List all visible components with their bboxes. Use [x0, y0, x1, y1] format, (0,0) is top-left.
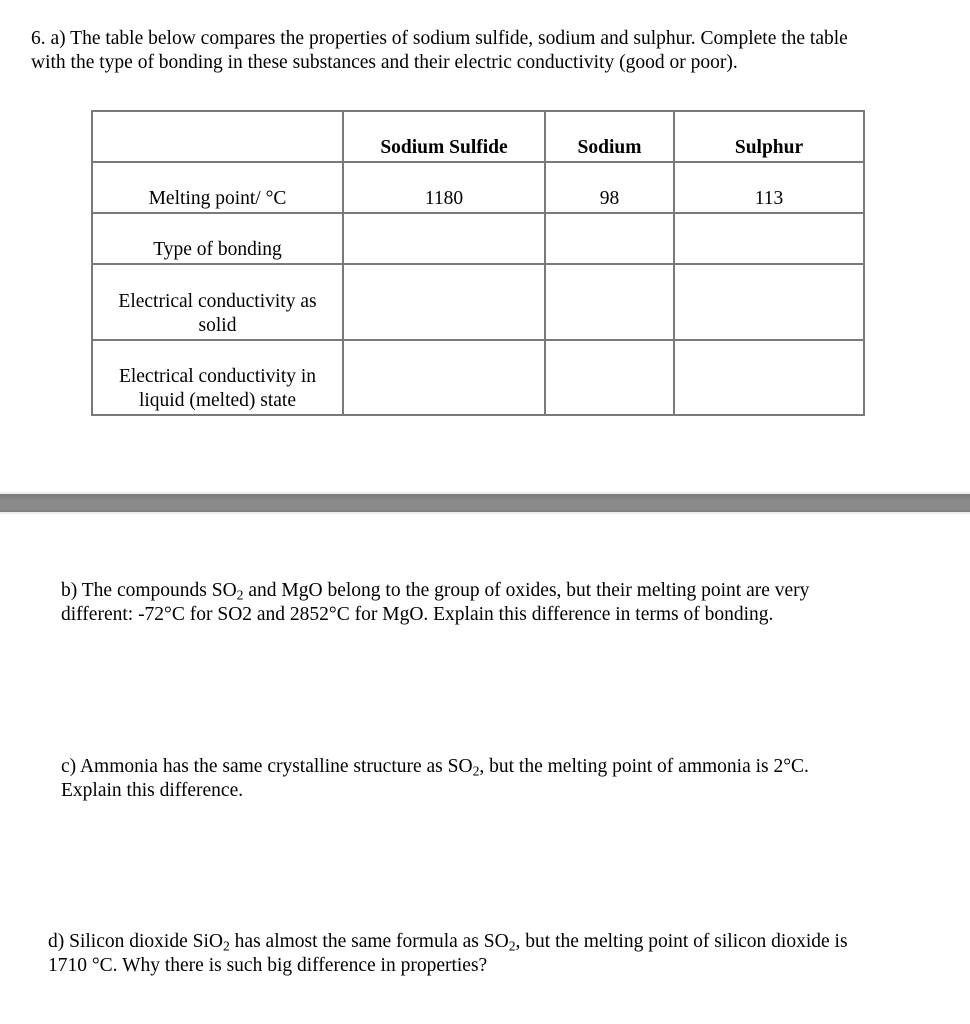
header-corner-cell [92, 111, 343, 162]
question-c-line-1-start: c) Ammonia has the same crystalline structure as SO [61, 756, 473, 777]
question-b-line-1-start: b) The compounds SO [61, 580, 237, 601]
table-row-conductivity-liquid [92, 340, 864, 415]
question-d-line-2: 1710 °C. Why there is such big difference in properties? [48, 955, 488, 976]
question-b-line-2: different: -72°C for SO2 and 2852°C for MgO. Explain this difference in terms of bonding. [61, 604, 774, 625]
cell-bonding-sodium[interactable] [545, 213, 674, 264]
header-sodium: Sodium [545, 111, 674, 162]
question-b-text [61, 579, 809, 627]
question-d-line-1-c: , but the melting point of silicon dioxide is [515, 931, 848, 952]
question-a-line-1: 6. a) The table below compares the properties of sodium sulfide, sodium and sulphur. Complete the table [31, 28, 848, 49]
cell-melting-point-sulphur: 113 [674, 162, 864, 213]
row-label-conductivity-solid-line-1: Electrical conductivity as [118, 291, 317, 312]
header-sulphur: Sulphur [674, 111, 864, 162]
cell-bonding-sodium-sulfide[interactable] [343, 213, 545, 264]
subscript-2: 2 [508, 938, 516, 954]
row-label-conductivity-solid [92, 264, 343, 340]
question-c-line-1-end: , but the melting point of ammonia is 2°C. [479, 756, 809, 777]
question-d-line-1-b: has almost the same formula as SO [229, 931, 509, 952]
page-divider-bar [0, 494, 970, 512]
cell-melting-point-sodium-sulfide: 1180 [343, 162, 545, 213]
cell-liquid-sodium-sulfide[interactable] [343, 340, 545, 415]
question-c-line-2: Explain this difference. [61, 780, 244, 801]
cell-bonding-sulphur[interactable] [674, 213, 864, 264]
cell-solid-sulphur[interactable] [674, 264, 864, 340]
subscript-2: 2 [222, 938, 230, 954]
row-label-conductivity-liquid-line-2: liquid (melted) state [138, 390, 297, 411]
question-a-line-2: with the type of bonding in these substances and their electric conductivity (good or poor). [31, 52, 738, 73]
question-c-text [61, 755, 809, 803]
question-d-text [48, 930, 848, 978]
row-label-bonding-type: Type of bonding [92, 213, 343, 264]
row-label-conductivity-liquid-line-1: Electrical conductivity in [118, 366, 317, 387]
cell-liquid-sodium[interactable] [545, 340, 674, 415]
row-label-melting-point: Melting point/ °C [92, 162, 343, 213]
row-label-conductivity-solid-line-2: solid [198, 315, 237, 336]
question-a-text [31, 27, 848, 75]
subscript-2: 2 [472, 763, 480, 779]
table-row-melting-point [92, 162, 864, 213]
cell-solid-sodium[interactable] [545, 264, 674, 340]
table-header-row [92, 111, 864, 162]
cell-liquid-sulphur[interactable] [674, 340, 864, 415]
properties-table [91, 110, 865, 416]
row-label-conductivity-liquid [92, 340, 343, 415]
table-row-bonding-type [92, 213, 864, 264]
table-row-conductivity-solid [92, 264, 864, 340]
question-b-line-1-end: and MgO belong to the group of oxides, but their melting point are very [243, 580, 810, 601]
subscript-2: 2 [236, 587, 244, 603]
question-d-line-1-a: d) Silicon dioxide SiO [48, 931, 223, 952]
cell-solid-sodium-sulfide[interactable] [343, 264, 545, 340]
header-sodium-sulfide: Sodium Sulfide [343, 111, 545, 162]
cell-melting-point-sodium: 98 [545, 162, 674, 213]
